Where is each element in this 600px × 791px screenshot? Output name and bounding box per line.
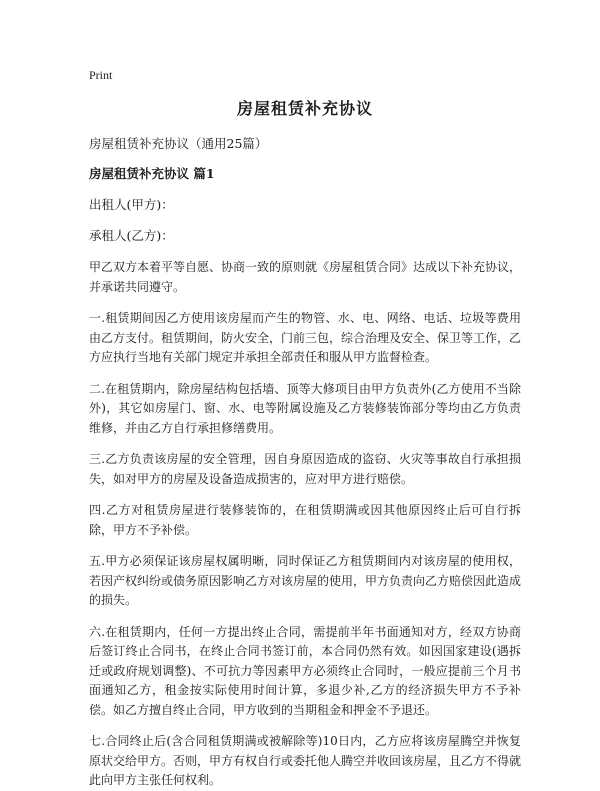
- paragraph-clause-4: 四.乙方对租赁房屋进行装修装饰的，在租赁期满或因其他原因终止后可自行拆除，甲方不予补偿。: [89, 503, 521, 537]
- document-title: 房屋租赁补充协议: [236, 99, 373, 118]
- paragraph-clause-2: 二.在租赁期内，除房屋结构包括墙、顶等大修项目由甲方负责外(乙方使用不当除外)，其它如房屋门、窗、水、电等附属设施及乙方装修装饰部分等均由乙方负责维修，并由乙方自行承担修缮费用。: [89, 381, 521, 435]
- document-subtitle: 房屋租赁补充协议（通用25篇）: [89, 136, 268, 151]
- lessee-line: 承租人(乙方)：: [89, 228, 174, 243]
- paragraph-clause-1: 一.租赁期间因乙方使用该房屋而产生的物管、水、电、网络、电话、垃圾等费用由乙方支付。租赁期间，防火安全，门前三包，综合治理及安全、保卫等工作，乙方应执行当地有关部门规定并承担全部责任和服从甲方监督检查。: [89, 311, 522, 364]
- paragraph-clause-6: 六.在租赁期内，任何一方提出终止合同，需提前半年书面通知对方，经双方协商后签订终止合同书，在终止合同书签订前，本合同仍然有效。如因国家建设(遇拆迁或政府规划调整)、不可抗力等因素甲方必须终止合同时，一般应提前三个月书面通知乙方，租金按实际使用时间计算，多退少补,乙方的经济损失甲方不予补偿。如乙方擅自终止合同，甲方收到的当期租金和押金不予退还。: [89, 624, 521, 717]
- paragraph-clause-7: 七.合同终止后(含合同租赁期满或被解除等)10日内，乙方应将该房屋腾空并恢复原状交给甲方。否则，甲方有权自行或委托他人腾空并收回该房屋，且乙方不得就此向甲方主张任何权利。: [89, 734, 522, 787]
- paragraph-clause-5: 五.甲方必须保证该房屋权属明晰，同时保证乙方租赁期间内对该房屋的使用权，若因产权纠纷或债务原因影响乙方对该房屋的使用，甲方负责向乙方赔偿因此造成的损失。: [89, 554, 522, 607]
- lessor-line: 出租人(甲方)：: [89, 197, 174, 212]
- document-page: [89, 66, 521, 791]
- paragraph-clause-3: 三.乙方负责该房屋的安全管理，因自身原因造成的盗窃、火灾等事故自行承担损失，如对甲方的房屋及设备造成损害的，应对甲方进行赔偿。: [89, 452, 521, 486]
- print-link[interactable]: Print: [89, 68, 113, 82]
- paragraph-intro: 甲乙双方本着平等自愿、协商一致的原则就《房屋租赁合同》达成以下补充协议，并承诺共同遵守。: [89, 260, 522, 294]
- section-heading: 房屋租赁补充协议 篇1: [89, 166, 215, 181]
